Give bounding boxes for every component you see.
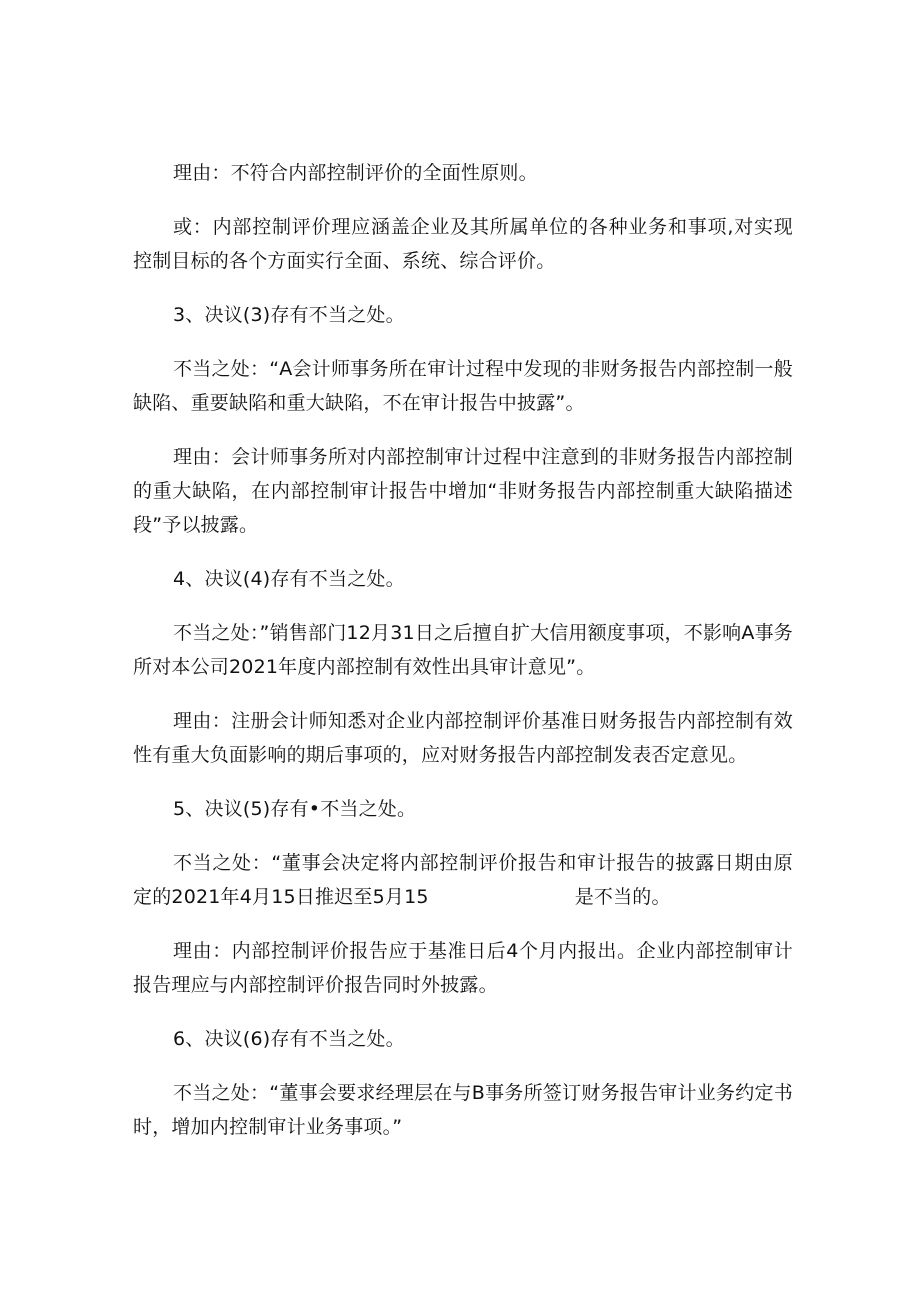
- heading-resolution-6: 6、决议(6)存有不当之处。: [173, 1028, 405, 1050]
- paragraph-improper-3: 不当之处：“A会计师事务所在审计过程中发现的非财务报告内部控制一般缺陷、重要缺陷和重大缺陷，不在审计报告中披露”。: [133, 358, 793, 414]
- document-body: [133, 156, 793, 1164]
- heading-resolution-4: 4、决议(4)存有不当之处。: [173, 568, 405, 590]
- paragraph-reason-4: 理由：注册会计师知悉对企业内部控制评价基准日财务报告内部控制有效性有重大负面影响的期后事项的，应对财务报告内部控制发表否定意见。: [133, 710, 793, 766]
- paragraph-reason-5: 理由：内部控制评价报告应于基准日后4个月内报出。企业内部控制审计报告理应与内部控制评价报告同时外披露。: [133, 940, 793, 996]
- paragraph-alternative-reason: 或：内部控制评价理应涵盖企业及其所属单位的各种业务和事项,对实现控制目标的各个方面实行全面、系统、综合评价。: [133, 216, 793, 272]
- paragraph-improper-4: 不当之处：”销售部门12月31日之后擅自扩大信用额度事项，不影响A事务所对本公司2021年度内部控制有效性出具审计意见”。: [133, 622, 793, 678]
- paragraph-reason-comprehensiveness: 理由：不符合内部控制评价的全面性原则。: [173, 162, 538, 184]
- paragraph-reason-3: 理由：会计师事务所对内部控制审计过程中注意到的非财务报告内部控制的重大缺陷，在内部控制审计报告中增加“非财务报告内部控制重大缺陷描述段”予以披露。: [133, 446, 793, 536]
- improper-5-text-after: 是不当的。: [574, 886, 671, 908]
- paragraph-improper-5: [133, 846, 793, 914]
- heading-resolution-5: 5、决议(5)存有•不当之处。: [173, 798, 417, 820]
- paragraph-improper-6: 不当之处：“董事会要求经理层在与B事务所签订财务报告审计业务约定书时，增加内控制审计业务事项。”: [133, 1082, 793, 1138]
- heading-resolution-3: 3、决议(3)存有不当之处。: [173, 304, 405, 326]
- improper-5-text-before: 不当之处：“董事会决定将内部控制评价报告和审计报告的披露日期由原定的2021年4月15日推迟至5月15: [133, 852, 793, 908]
